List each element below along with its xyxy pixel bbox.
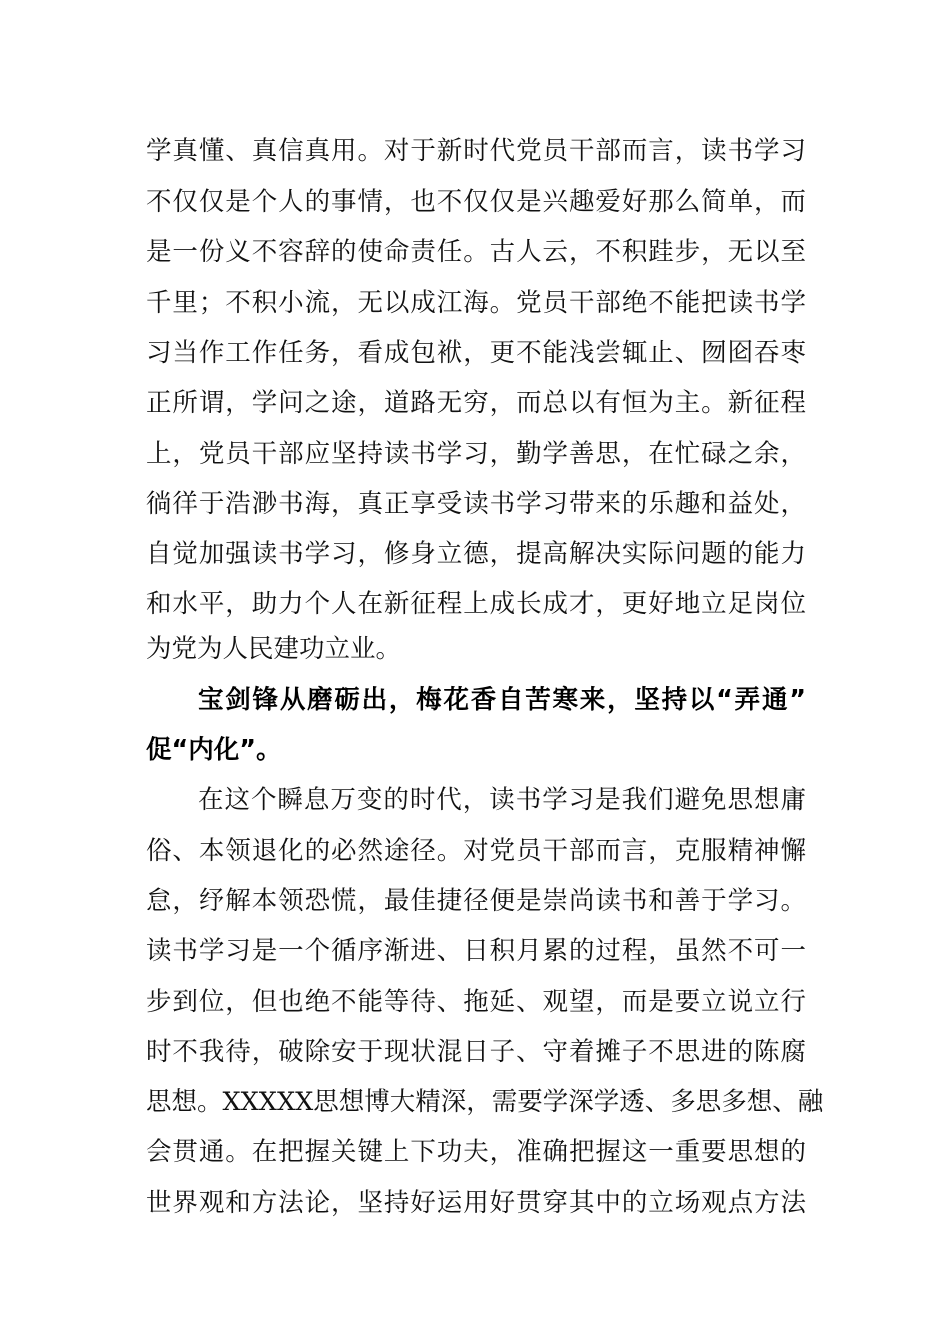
paragraph-line: 千里；不积小流，无以成江海。党员干部绝不能把读书学 (146, 288, 806, 318)
paragraph-line: 为党为人民建功立业。 (146, 634, 402, 664)
paragraph-line: 在这个瞬息万变的时代，读书学习是我们避免思想庸 (198, 785, 806, 815)
paragraph-line: 读书学习是一个循序渐进、日积月累的过程，虽然不可一 (146, 936, 806, 966)
paragraph-line: 徜徉于浩渺书海，真正享受读书学习带来的乐趣和益处， (146, 489, 806, 519)
section-heading-line: 促“内化”。 (146, 735, 282, 765)
paragraph-line: 上，党员干部应坚持读书学习，勤学善思，在忙碌之余， (146, 439, 806, 469)
paragraph-line: 时不我待，破除安于现状混日子、守着摊子不思进的陈腐 (146, 1037, 806, 1067)
paragraph-line: 正所谓，学问之途，道路无穷，而总以有恒为主。新征程 (146, 388, 806, 418)
paragraph-line: 自觉加强读书学习，修身立德，提高解决实际问题的能力 (146, 539, 806, 569)
paragraph-line: 是一份义不容辞的使命责任。古人云，不积跬步，无以至 (146, 237, 806, 267)
paragraph-line: 会贯通。在把握关键上下功夫，准确把握这一重要思想的 (146, 1137, 806, 1167)
paragraph-line: 学真懂、真信真用。对于新时代党员干部而言，读书学习 (146, 136, 806, 166)
paragraph-line: 怠，纾解本领恐慌，最佳捷径便是崇尚读书和善于学习。 (146, 886, 806, 916)
section-heading-line: 宝剑锋从磨砺出，梅花香自苦寒来，坚持以“弄通” (198, 685, 806, 715)
paragraph-line: 世界观和方法论，坚持好运用好贯穿其中的立场观点方法 (146, 1188, 806, 1218)
paragraph-line: 不仅仅是个人的事情，也不仅仅是兴趣爱好那么简单，而 (146, 187, 806, 217)
paragraph-line: 习当作工作任务，看成包袱，更不能浅尝辄止、囫囵吞枣 (146, 338, 806, 368)
paragraph-line: 和水平，助力个人在新征程上成长成才，更好地立足岗位 (146, 589, 806, 619)
paragraph-line: 步到位，但也绝不能等待、拖延、观望，而是要立说立行 (146, 987, 806, 1017)
paragraph-line: 思想。XXXXX思想博大精深，需要学深学透、多思多想、融 (146, 1087, 824, 1117)
paragraph-line: 俗、本领退化的必然途径。对党员干部而言，克服精神懈 (146, 836, 806, 866)
